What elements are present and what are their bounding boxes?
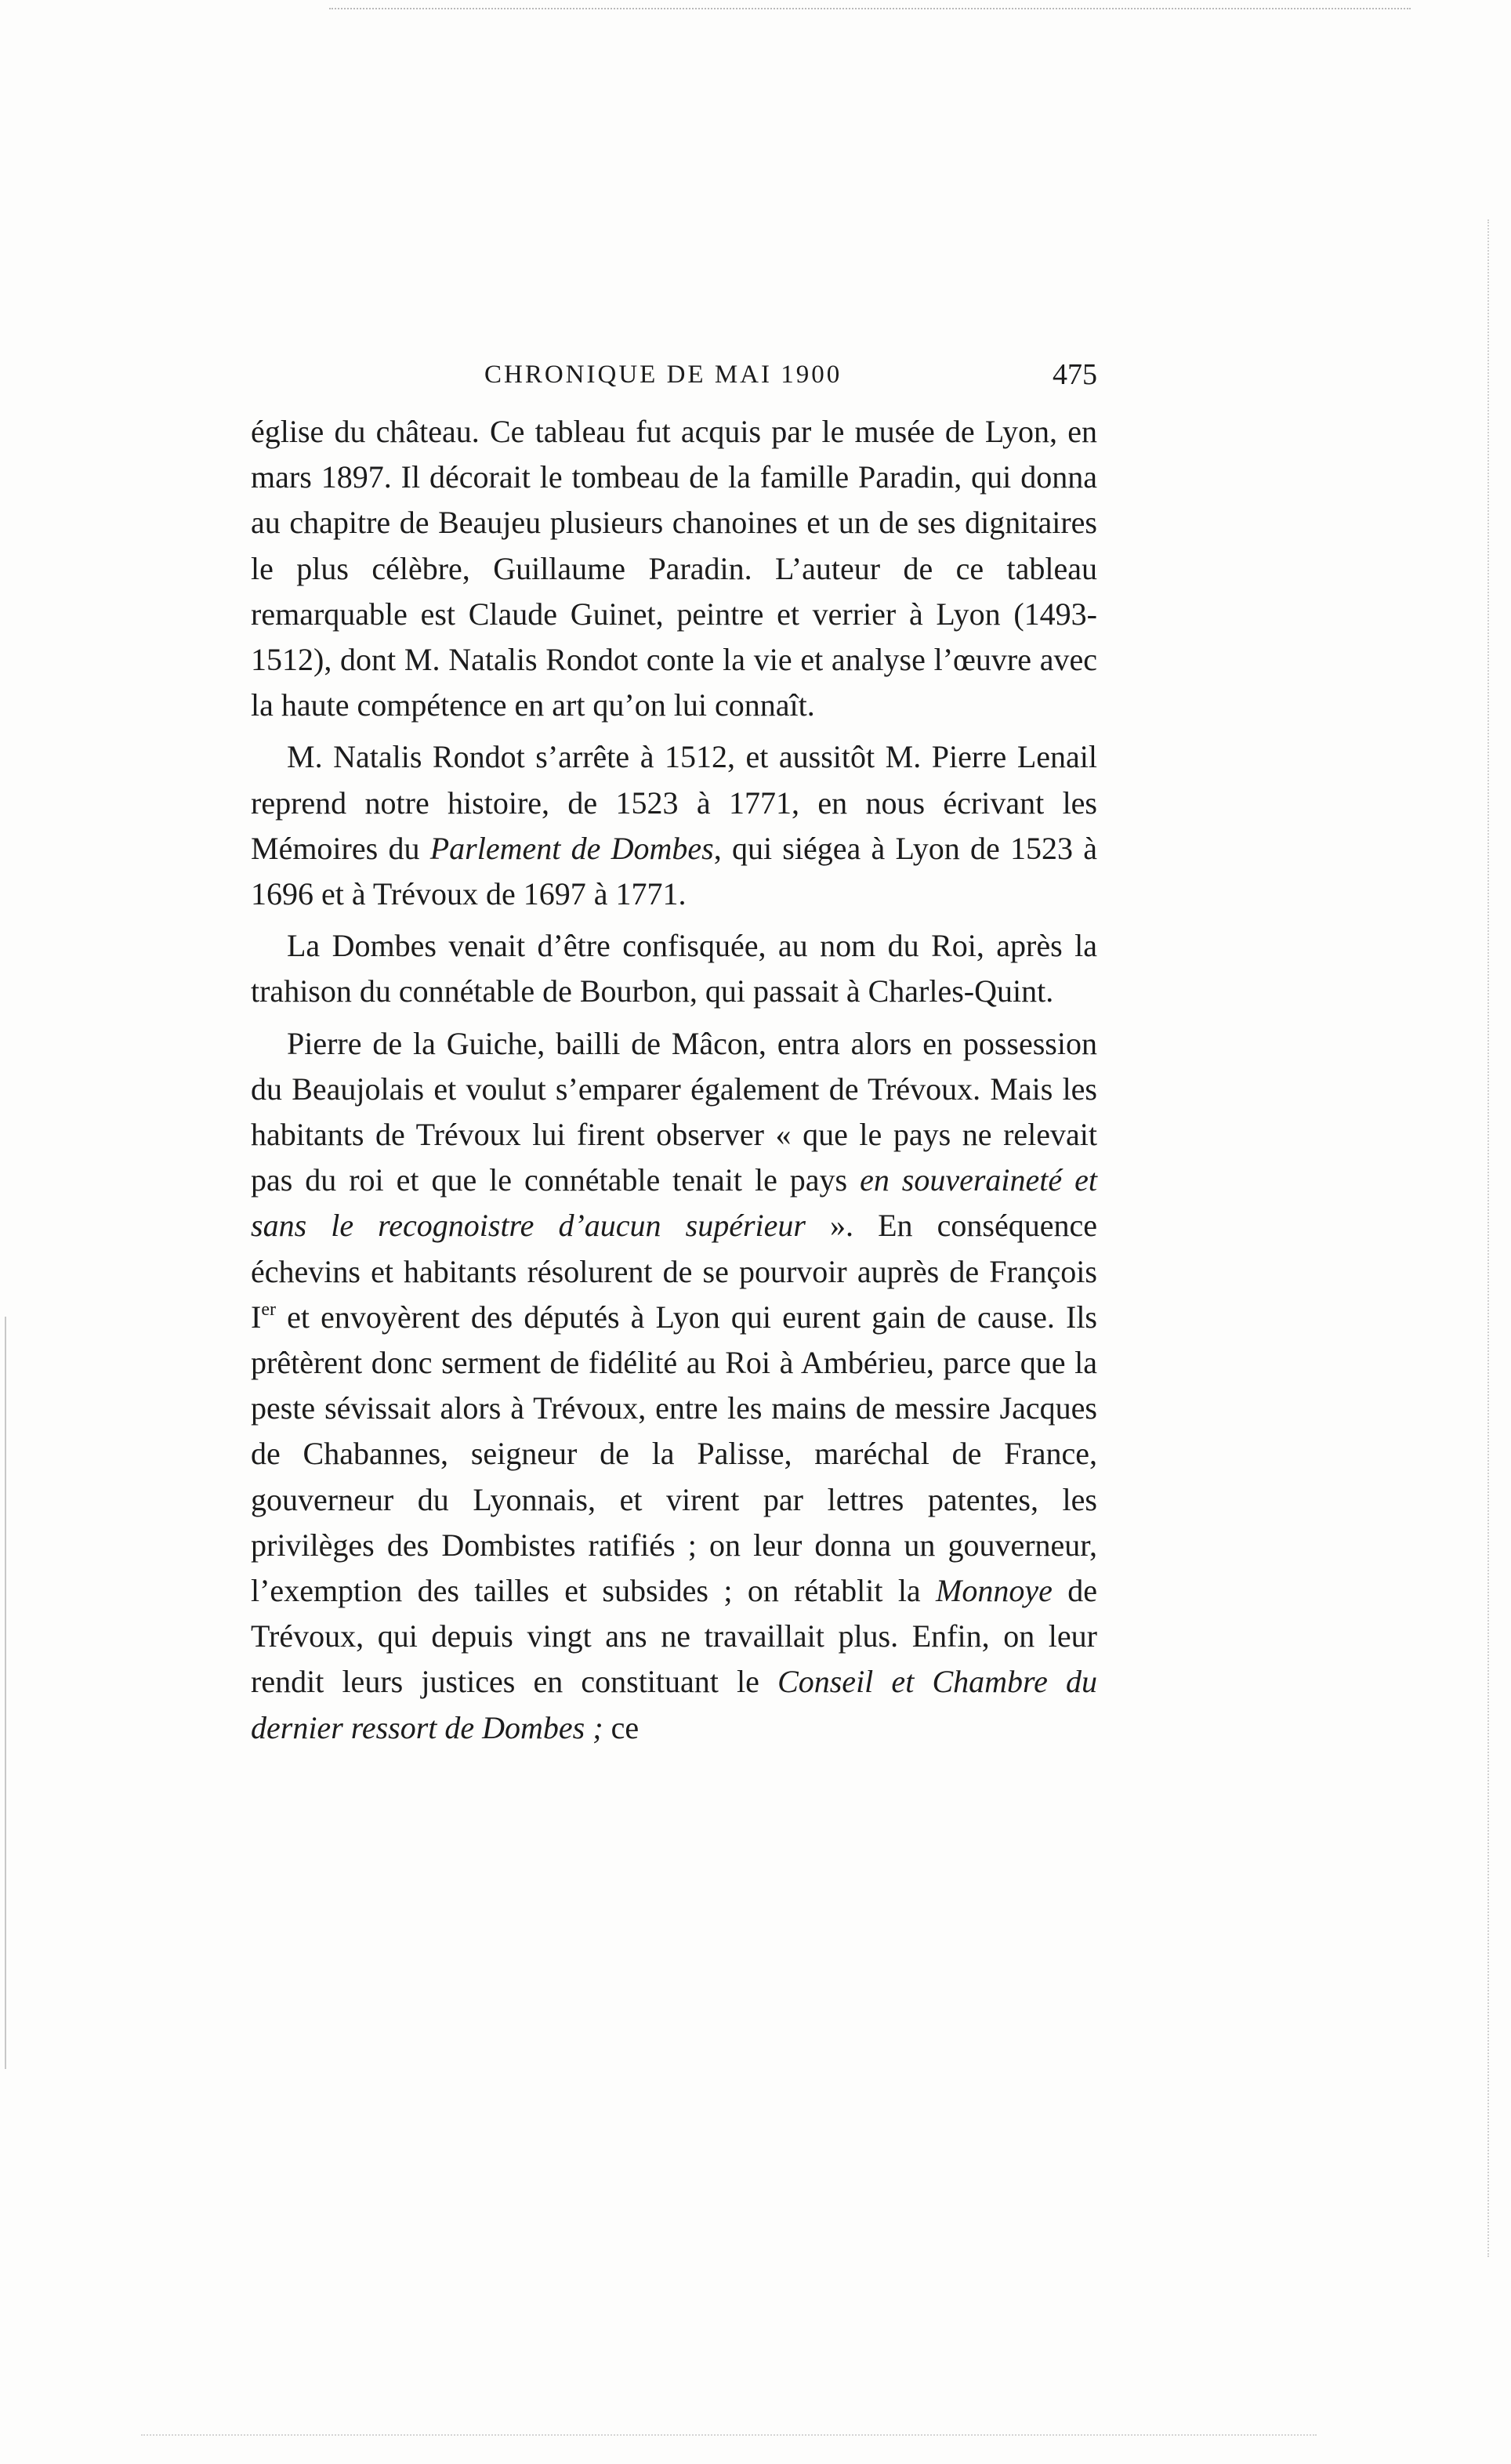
text-segment: ce xyxy=(603,1709,640,1745)
italic-text: Monnoye xyxy=(936,1573,1053,1609)
running-title: CHRONIQUE DE MAI 1900 xyxy=(484,361,842,389)
text-segment: Pierre de la Guiche, bailli de Mâcon, entra alors en possession du Beaujolais et voulut s’emparer également de Trévoux. Mais les habitants de Trévoux lui firent observer « que le pays ne relevait pas du roi et que le connétable tenait le pays xyxy=(251,1025,1097,1198)
scan-edge-right xyxy=(1487,219,1489,2257)
paragraph-1 xyxy=(251,409,1097,728)
italic-text: en souveraineté et sans le recognoistre d’aucun supérieur xyxy=(251,1162,1097,1244)
scan-edge-bottom xyxy=(141,2434,1317,2436)
body-text xyxy=(251,409,1097,1751)
running-head xyxy=(251,351,1097,398)
scan-edge-left xyxy=(5,1317,6,2069)
scan-edge-top xyxy=(329,8,1411,9)
text-segment: M. Natalis Rondot s’arrête à 1512, et aussitôt M. Pierre Lenail reprend notre histoire, de 1523 à 1771, en nous écrivant les Mémoires du xyxy=(251,739,1097,866)
paragraph-4 xyxy=(251,1021,1097,1751)
text-segment: de Trévoux, qui depuis vingt ans ne travaillait plus. Enfin, on leur rendit leurs justices en constituant le xyxy=(251,1573,1097,1700)
text-segment: ». En conséquence échevins et habitants résolurent de se pourvoir auprès de François I xyxy=(251,1208,1097,1335)
text-segment: La Dombes venait d’être confisquée, au nom du Roi, après la trahison du connétable de Bourbon, qui passait à Charles-Quint. xyxy=(251,928,1097,1009)
text-segment: église du château. Ce tableau fut acquis par le musée de Lyon, en mars 1897. Il décorait le tombeau de la famille Paradin, qui donna au chapitre de Beaujeu plusieurs chanoines et un de ses dignitaires le plus célèbre, Guillaume Paradin. L’auteur de ce tableau remarquable est Claude Guinet, peintre et verrier à Lyon (1493-1512), dont M. Natalis Rondot conte la vie et analyse l’œuvre avec la haute compétence en art qu’on lui connaît. xyxy=(251,414,1097,723)
text-segment: et envoyèrent des députés à Lyon qui eurent gain de cause. Ils prêtèrent donc serment de fidélité au Roi à Ambérieu, parce que la peste sévissait alors à Trévoux, entre les mains de messire Jacques de Chabannes, seigneur de la Palisse, maréchal de France, gouverneur du Lyonnais, et virent par lettres patentes, les privilèges des Dombistes ratifiés ; on leur donna un gouverneur, l’exemption des tailles et subsides ; on rétablit la xyxy=(251,1299,1097,1609)
paragraph-3 xyxy=(251,923,1097,1014)
text-segment: , qui siégea à Lyon de 1523 à 1696 et à Trévoux de 1697 à 1771. xyxy=(251,830,1098,912)
paragraph-2 xyxy=(251,734,1097,917)
italic-text: Conseil et Chambre du dernier ressort de Dombes ; xyxy=(251,1664,1097,1745)
superscript-text: er xyxy=(261,1299,276,1320)
italic-text: Parlement de Dombes xyxy=(429,830,714,866)
page-number: 475 xyxy=(1053,358,1097,391)
